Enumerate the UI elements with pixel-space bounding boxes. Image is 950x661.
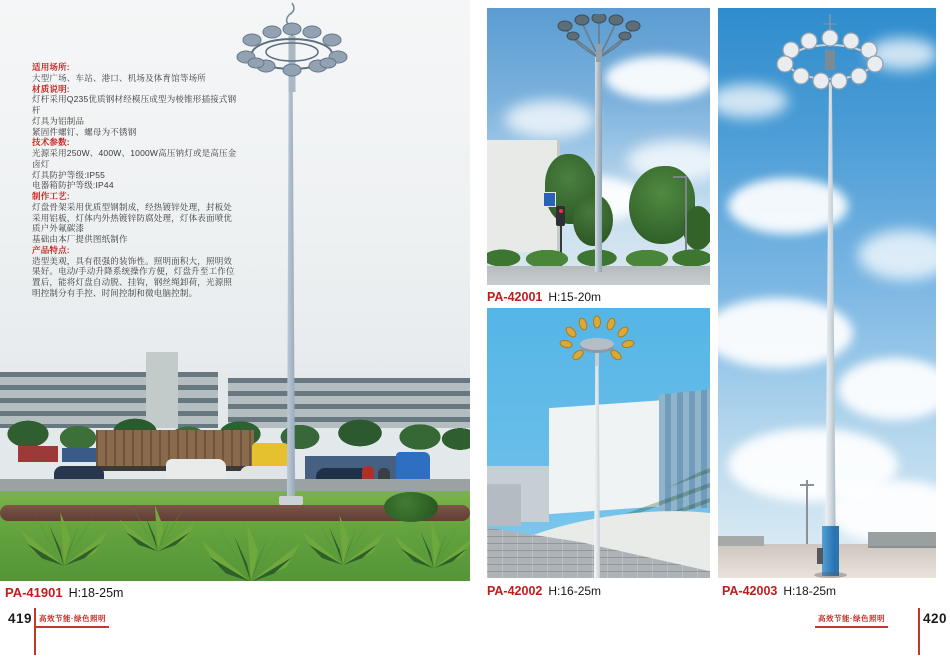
building (487, 484, 521, 526)
pole-blue-base (822, 526, 839, 576)
spec-line: 灯杆采用Q235优质钢材经模压成型为棱锥形插接式钢杆 (32, 94, 237, 115)
product-model: PA-42002 (487, 584, 543, 598)
page-number: 420 (923, 611, 948, 626)
spec-heading: 产品特点: (32, 244, 70, 255)
golden-lamp-crown-icon (557, 314, 637, 366)
spec-line: 电器箱防护等级:IP44 (32, 180, 114, 191)
spec-heading: 材质说明: (32, 83, 70, 94)
distant-buildings (868, 532, 936, 548)
traffic-light-red (559, 209, 563, 213)
footer-slogan: 高效节能·绿色照明 (815, 612, 888, 628)
palm-tree (683, 206, 710, 250)
spec-text-block (32, 62, 237, 299)
round-bush (384, 492, 438, 522)
product-label (5, 584, 123, 602)
cloud (505, 100, 595, 138)
spec-line: 质户外氟碳漆 (32, 223, 85, 234)
spec-line: 果好。电动/手动升降系统操作方便，灯盘升至工作位 (32, 266, 235, 277)
cloud (605, 56, 710, 100)
spec-heading: 适用场所: (32, 62, 70, 72)
photo-pa-42002 (487, 308, 710, 578)
light-pole (595, 50, 602, 272)
product-model: PA-42003 (722, 584, 778, 598)
cloud (858, 230, 936, 280)
spec-line: 置后，能将灯盘自动脱、挂钩，钢丝绳卸荷，光源照 (32, 277, 233, 287)
spec-heading: 制作工艺: (32, 191, 70, 201)
product-model: PA-42001 (487, 290, 543, 304)
photo-pa-41901 (0, 0, 470, 581)
tree (573, 194, 613, 246)
spec-line: 灯盘骨架采用优质型钢制成，经热镀锌处理，封板处 (32, 201, 233, 212)
product-label (487, 582, 601, 600)
product-height: H:16-25m (548, 584, 602, 598)
floodlight-ring-crown-icon (775, 14, 885, 98)
pole-base-plinth (279, 496, 303, 505)
product-model: PA-41901 (5, 585, 63, 600)
spec-line: 卤灯 (32, 158, 50, 169)
spec-line: 大型广场、车站、港口、机场及体育馆等场所 (32, 72, 207, 83)
road-sign (543, 192, 556, 207)
utility-pole (806, 480, 808, 544)
photo-pa-42003 (718, 8, 936, 578)
product-label (722, 582, 836, 600)
distant-truck (18, 446, 58, 462)
photo-pa-42001 (487, 8, 710, 285)
cloud (838, 358, 936, 420)
spec-line: 紧固件螺钉、螺母为不锈钢 (32, 126, 137, 137)
product-height: H:15-20m (548, 290, 602, 304)
spec-line: 灯具防护等级:IP55 (32, 169, 106, 180)
footer-slogan: 高效节能·绿色照明 (36, 612, 109, 628)
footer-rule (918, 608, 920, 655)
spec-line: 灯具为铝制品 (32, 115, 85, 126)
utility-pole-arm (800, 484, 814, 486)
product-height: H:18-25m (783, 584, 837, 598)
floodlight-ring-crown-icon (232, 0, 352, 92)
agave-plant (196, 522, 306, 581)
base-shadow (814, 572, 847, 578)
street-lamp-arm (673, 176, 687, 178)
spec-line: 光源采用250W、400W、1000W高压钠灯或是高压金 (32, 148, 237, 158)
page-number: 419 (8, 611, 33, 626)
spec-heading: 技术参数: (32, 137, 70, 148)
agave-plant (118, 505, 198, 553)
product-height: H:18-25m (68, 586, 124, 600)
floodlight-flower-crown-icon (557, 14, 641, 62)
agave-plant (18, 512, 110, 568)
agave-plant (392, 520, 470, 570)
spec-line: 基础由本厂提供图纸制作 (32, 234, 128, 244)
distant-buildings (718, 536, 764, 546)
service-box (817, 548, 823, 564)
spec-line: 明控制分有手控、时间控制和微电脑控制。 (32, 287, 198, 298)
agave-plant (300, 515, 386, 567)
distant-truck (62, 448, 96, 462)
product-label (487, 288, 601, 306)
spec-line: 采用铝板，灯体内外热镀锌防腐处理，灯体表面喷优 (32, 212, 233, 223)
spec-line: 造型美观，具有很强的装饰性。照明面积大，照明效 (32, 255, 233, 266)
